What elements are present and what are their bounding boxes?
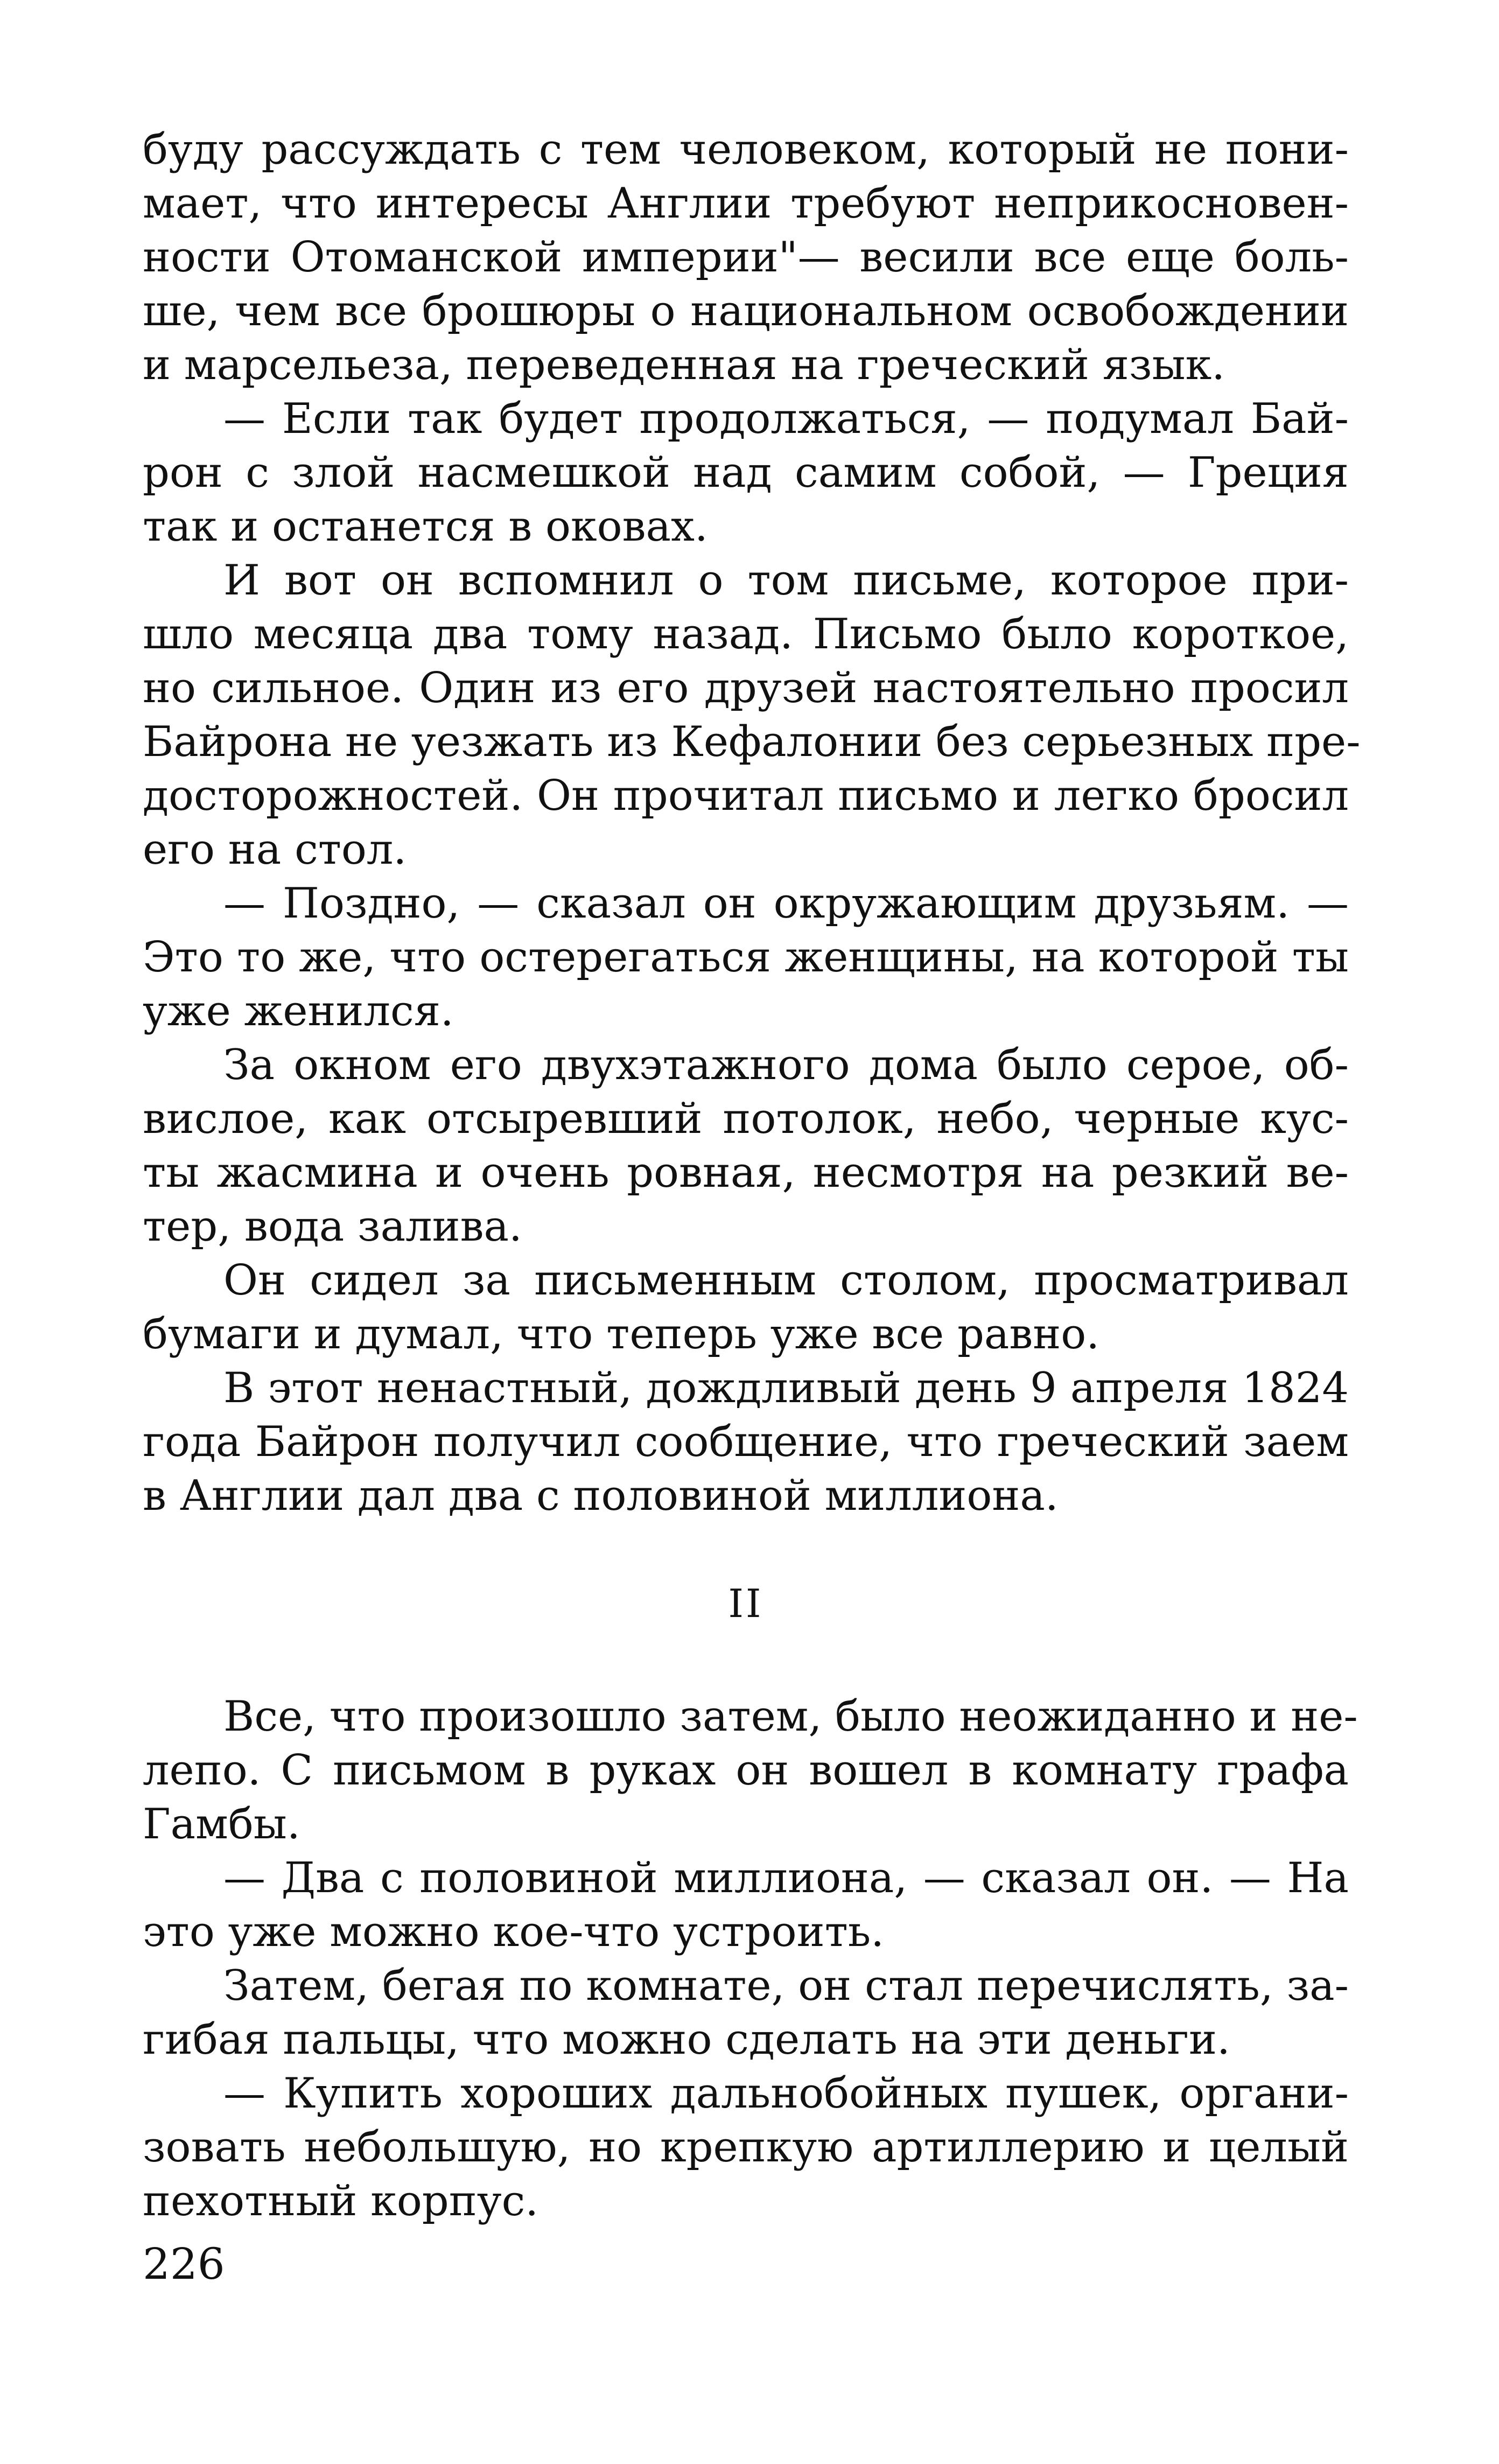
text-line: ше, чем все брошюры о национальном освобождении [143, 287, 1349, 335]
text-line: пехотный корпус. [143, 2177, 539, 2225]
section-heading: II [728, 1581, 763, 1626]
text-line: Затем, бегая по комнате, он стал перечислять, за- [223, 1962, 1349, 2010]
text-line: ности Отоманской империи"— весили все еще боль- [143, 233, 1349, 282]
text-line: уже женился. [143, 987, 454, 1035]
text-line: гибая пальцы, что можно сделать на эти деньги. [143, 2015, 1230, 2064]
text-line: шло месяца два тому назад. Письмо было короткое, [143, 610, 1349, 659]
text-line: лепо. С письмом в руках он вошел в комнату графа [143, 1746, 1349, 1795]
text-line: его на стол. [143, 825, 407, 874]
text-line: так и останется в оковах. [143, 502, 708, 551]
paragraph [143, 2067, 1349, 2228]
paragraph [143, 1361, 1349, 1523]
paragraph [143, 1254, 1349, 1361]
text-line: Все, что произошло затем, было неожиданно и не- [223, 1692, 1358, 1741]
text-line: это уже можно кое-что устроить. [143, 1908, 885, 1956]
text-line: мает, что интересы Англии требуют неприкосновен- [143, 179, 1349, 228]
text-line: — Два с половиной миллиона, — сказал он. — На [223, 1854, 1349, 1902]
text-line: За окном его двухэтажного дома было серое, об- [223, 1041, 1349, 1089]
text-line: в Англии дал два с половиной миллиона. [143, 1472, 1059, 1520]
text-line: — Купить хороших дальнобойных пушек, органи- [223, 2069, 1349, 2118]
text-line: И вот он вспомнил о том письме, которое при- [223, 556, 1349, 605]
paragraph [143, 554, 1361, 877]
text-line: — Если так будет продолжаться, — подумал Бай- [223, 395, 1349, 443]
text-line: года Байрон получил сообщение, что греческий заем [143, 1418, 1349, 1466]
text-line: вислое, как отсыревший потолок, небо, черные кус- [143, 1095, 1349, 1143]
text-line: — Поздно, — сказал он окружающим друзьям. — [223, 879, 1349, 928]
paragraph [143, 1959, 1349, 2067]
paragraph [143, 123, 1349, 392]
text-line: и марсельеза, переведенная на греческий язык. [143, 341, 1225, 389]
text-line: ты жасмина и очень ровная, несмотря на резкий ве- [143, 1149, 1349, 1197]
text-line: зовать небольшую, но крепкую артиллерию и целый [143, 2123, 1349, 2172]
text-line: Он сидел за письменным столом, просматривал [223, 1256, 1349, 1305]
paragraph [143, 1690, 1358, 1851]
text-line: Байрона не уезжать из Кефалонии без серьезных пре- [143, 718, 1361, 766]
paragraph [143, 1038, 1349, 1254]
paragraph [143, 1851, 1349, 1959]
text-line: Гамбы. [143, 1800, 300, 1849]
text-line: Это то же, что остерегаться женщины, на которой ты [143, 933, 1349, 982]
text-line: бумаги и думал, что теперь уже все равно. [143, 1310, 1100, 1359]
paragraph [143, 392, 1349, 554]
text-line: буду рассуждать с тем человеком, который не пони- [143, 125, 1349, 174]
text-line: рон с злой насмешкой над самим собой, — Греция [143, 449, 1349, 497]
text-line: но сильное. Один из его друзей настоятельно просил [143, 664, 1349, 712]
text-after-heading [143, 1690, 1358, 2228]
text-line: досторожностей. Он прочитал письмо и легко бросил [143, 772, 1349, 820]
page-text [143, 123, 1361, 2228]
text-before-heading [143, 123, 1361, 1523]
page-number: 226 [143, 2239, 225, 2289]
text-line: тер, вода залива. [143, 1202, 522, 1251]
text-line: В этот ненастный, дождливый день 9 апреля 1824 [223, 1364, 1349, 1412]
paragraph [143, 877, 1349, 1038]
